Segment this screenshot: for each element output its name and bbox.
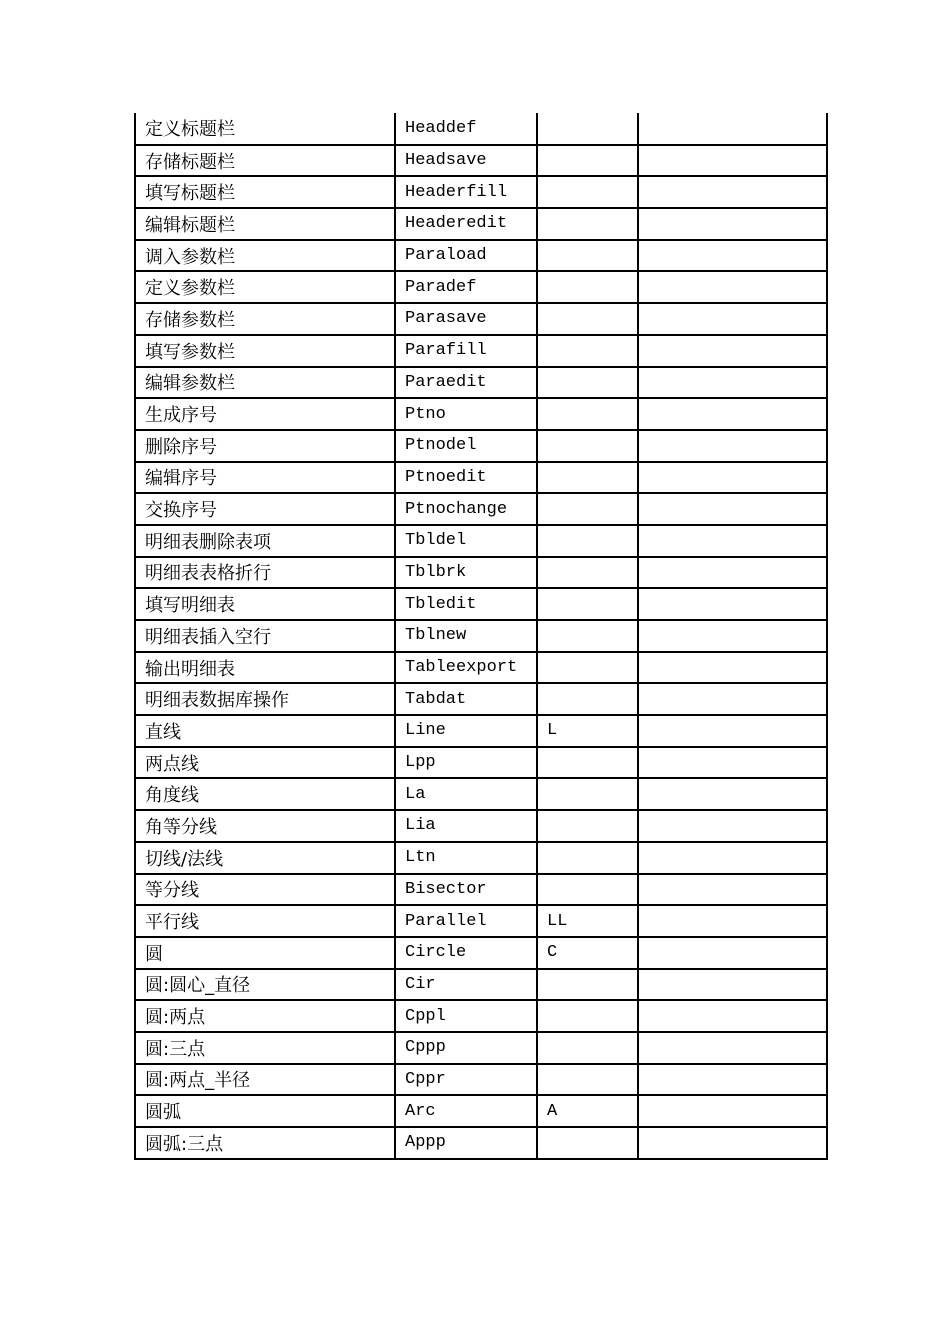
alias-cell: [537, 493, 638, 525]
note-cell: [638, 969, 827, 1001]
command-cell: Ptnoedit: [395, 462, 537, 494]
command-cell: Arc: [395, 1095, 537, 1127]
command-cell: Tbledit: [395, 588, 537, 620]
command-cell: Bisector: [395, 874, 537, 906]
table-row: [135, 937, 827, 969]
table-row: [135, 588, 827, 620]
note-cell: [638, 430, 827, 462]
command-cell: Circle: [395, 937, 537, 969]
alias-cell: [537, 810, 638, 842]
note-cell: [638, 937, 827, 969]
alias-cell: [537, 271, 638, 303]
table-row: [135, 145, 827, 177]
table-row: [135, 905, 827, 937]
note-cell: [638, 113, 827, 145]
function-name-cell: 角度线: [135, 778, 395, 810]
table-row: [135, 1032, 827, 1064]
table-row: [135, 652, 827, 684]
alias-cell: [537, 588, 638, 620]
table-row: [135, 747, 827, 779]
command-cell: Paradef: [395, 271, 537, 303]
alias-cell: C: [537, 937, 638, 969]
alias-cell: [537, 525, 638, 557]
function-name-cell: 圆:两点: [135, 1000, 395, 1032]
note-cell: [638, 493, 827, 525]
function-name-cell: 输出明细表: [135, 652, 395, 684]
function-name-cell: 圆:三点: [135, 1032, 395, 1064]
note-cell: [638, 683, 827, 715]
command-cell: Ptnochange: [395, 493, 537, 525]
function-name-cell: 等分线: [135, 874, 395, 906]
command-cell: Tblbrk: [395, 557, 537, 589]
note-cell: [638, 525, 827, 557]
note-cell: [638, 1127, 827, 1159]
command-cell: Paraload: [395, 240, 537, 272]
command-cell: Line: [395, 715, 537, 747]
note-cell: [638, 335, 827, 367]
alias-cell: [537, 778, 638, 810]
command-cell: Lia: [395, 810, 537, 842]
command-table: [134, 113, 828, 1160]
table-row: [135, 874, 827, 906]
command-cell: Cir: [395, 969, 537, 1001]
command-cell: Tableexport: [395, 652, 537, 684]
note-cell: [638, 462, 827, 494]
alias-cell: A: [537, 1095, 638, 1127]
function-name-cell: 交换序号: [135, 493, 395, 525]
table-row: [135, 493, 827, 525]
table-row: [135, 969, 827, 1001]
note-cell: [638, 905, 827, 937]
note-cell: [638, 842, 827, 874]
command-cell: Cppp: [395, 1032, 537, 1064]
function-name-cell: 填写参数栏: [135, 335, 395, 367]
function-name-cell: 填写标题栏: [135, 176, 395, 208]
table-row: [135, 367, 827, 399]
alias-cell: [537, 430, 638, 462]
table-row: [135, 240, 827, 272]
alias-cell: [537, 842, 638, 874]
note-cell: [638, 747, 827, 779]
note-cell: [638, 1032, 827, 1064]
function-name-cell: 删除序号: [135, 430, 395, 462]
alias-cell: [537, 176, 638, 208]
function-name-cell: 存储参数栏: [135, 303, 395, 335]
note-cell: [638, 1064, 827, 1096]
command-cell: Lpp: [395, 747, 537, 779]
function-name-cell: 明细表表格折行: [135, 557, 395, 589]
function-name-cell: 编辑标题栏: [135, 208, 395, 240]
command-cell: Cppl: [395, 1000, 537, 1032]
function-name-cell: 明细表数据库操作: [135, 683, 395, 715]
note-cell: [638, 715, 827, 747]
function-name-cell: 存储标题栏: [135, 145, 395, 177]
table-row: [135, 430, 827, 462]
table-row: [135, 620, 827, 652]
note-cell: [638, 398, 827, 430]
alias-cell: [537, 335, 638, 367]
table-row: [135, 842, 827, 874]
alias-cell: [537, 620, 638, 652]
alias-cell: [537, 747, 638, 779]
note-cell: [638, 620, 827, 652]
alias-cell: [537, 874, 638, 906]
table-row: [135, 810, 827, 842]
alias-cell: [537, 398, 638, 430]
table-row: [135, 1000, 827, 1032]
alias-cell: [537, 1032, 638, 1064]
alias-cell: [537, 557, 638, 589]
alias-cell: [537, 208, 638, 240]
table-row: [135, 303, 827, 335]
function-name-cell: 明细表删除表项: [135, 525, 395, 557]
function-name-cell: 编辑参数栏: [135, 367, 395, 399]
table-row: [135, 176, 827, 208]
note-cell: [638, 271, 827, 303]
alias-cell: LL: [537, 905, 638, 937]
function-name-cell: 填写明细表: [135, 588, 395, 620]
command-cell: Ltn: [395, 842, 537, 874]
table-row: [135, 113, 827, 145]
alias-cell: [537, 367, 638, 399]
command-cell: Ptno: [395, 398, 537, 430]
note-cell: [638, 652, 827, 684]
table-row: [135, 715, 827, 747]
command-cell: Appp: [395, 1127, 537, 1159]
command-cell: Parafill: [395, 335, 537, 367]
table-row: [135, 462, 827, 494]
alias-cell: [537, 303, 638, 335]
note-cell: [638, 1095, 827, 1127]
note-cell: [638, 367, 827, 399]
note-cell: [638, 810, 827, 842]
note-cell: [638, 557, 827, 589]
command-cell: Parasave: [395, 303, 537, 335]
function-name-cell: 圆弧: [135, 1095, 395, 1127]
alias-cell: [537, 652, 638, 684]
table-row: [135, 557, 827, 589]
alias-cell: [537, 113, 638, 145]
command-cell: Headdef: [395, 113, 537, 145]
command-cell: Tbldel: [395, 525, 537, 557]
function-name-cell: 圆: [135, 937, 395, 969]
function-name-cell: 生成序号: [135, 398, 395, 430]
function-name-cell: 调入参数栏: [135, 240, 395, 272]
function-name-cell: 切线/法线: [135, 842, 395, 874]
alias-cell: [537, 969, 638, 1001]
table-row: [135, 271, 827, 303]
table-row: [135, 1095, 827, 1127]
alias-cell: [537, 1064, 638, 1096]
function-name-cell: 直线: [135, 715, 395, 747]
function-name-cell: 圆:圆心_直径: [135, 969, 395, 1001]
table-row: [135, 778, 827, 810]
function-name-cell: 定义标题栏: [135, 113, 395, 145]
note-cell: [638, 778, 827, 810]
command-cell: Tblnew: [395, 620, 537, 652]
function-name-cell: 编辑序号: [135, 462, 395, 494]
note-cell: [638, 303, 827, 335]
table-row: [135, 208, 827, 240]
command-cell: Headeredit: [395, 208, 537, 240]
command-cell: Ptnodel: [395, 430, 537, 462]
note-cell: [638, 588, 827, 620]
table-row: [135, 1127, 827, 1159]
note-cell: [638, 176, 827, 208]
function-name-cell: 明细表插入空行: [135, 620, 395, 652]
table-row: [135, 1064, 827, 1096]
command-cell: Cppr: [395, 1064, 537, 1096]
alias-cell: [537, 1127, 638, 1159]
command-table-body: [135, 113, 827, 1159]
alias-cell: [537, 683, 638, 715]
command-cell: Parallel: [395, 905, 537, 937]
command-cell: Paraedit: [395, 367, 537, 399]
function-name-cell: 圆弧:三点: [135, 1127, 395, 1159]
table-row: [135, 525, 827, 557]
function-name-cell: 圆:两点_半径: [135, 1064, 395, 1096]
function-name-cell: 定义参数栏: [135, 271, 395, 303]
function-name-cell: 角等分线: [135, 810, 395, 842]
command-cell: La: [395, 778, 537, 810]
command-cell: Headerfill: [395, 176, 537, 208]
alias-cell: [537, 462, 638, 494]
alias-cell: [537, 1000, 638, 1032]
note-cell: [638, 1000, 827, 1032]
alias-cell: [537, 145, 638, 177]
note-cell: [638, 874, 827, 906]
function-name-cell: 两点线: [135, 747, 395, 779]
alias-cell: [537, 240, 638, 272]
table-row: [135, 398, 827, 430]
alias-cell: L: [537, 715, 638, 747]
command-cell: Tabdat: [395, 683, 537, 715]
function-name-cell: 平行线: [135, 905, 395, 937]
note-cell: [638, 240, 827, 272]
table-row: [135, 335, 827, 367]
note-cell: [638, 145, 827, 177]
note-cell: [638, 208, 827, 240]
table-row: [135, 683, 827, 715]
command-cell: Headsave: [395, 145, 537, 177]
